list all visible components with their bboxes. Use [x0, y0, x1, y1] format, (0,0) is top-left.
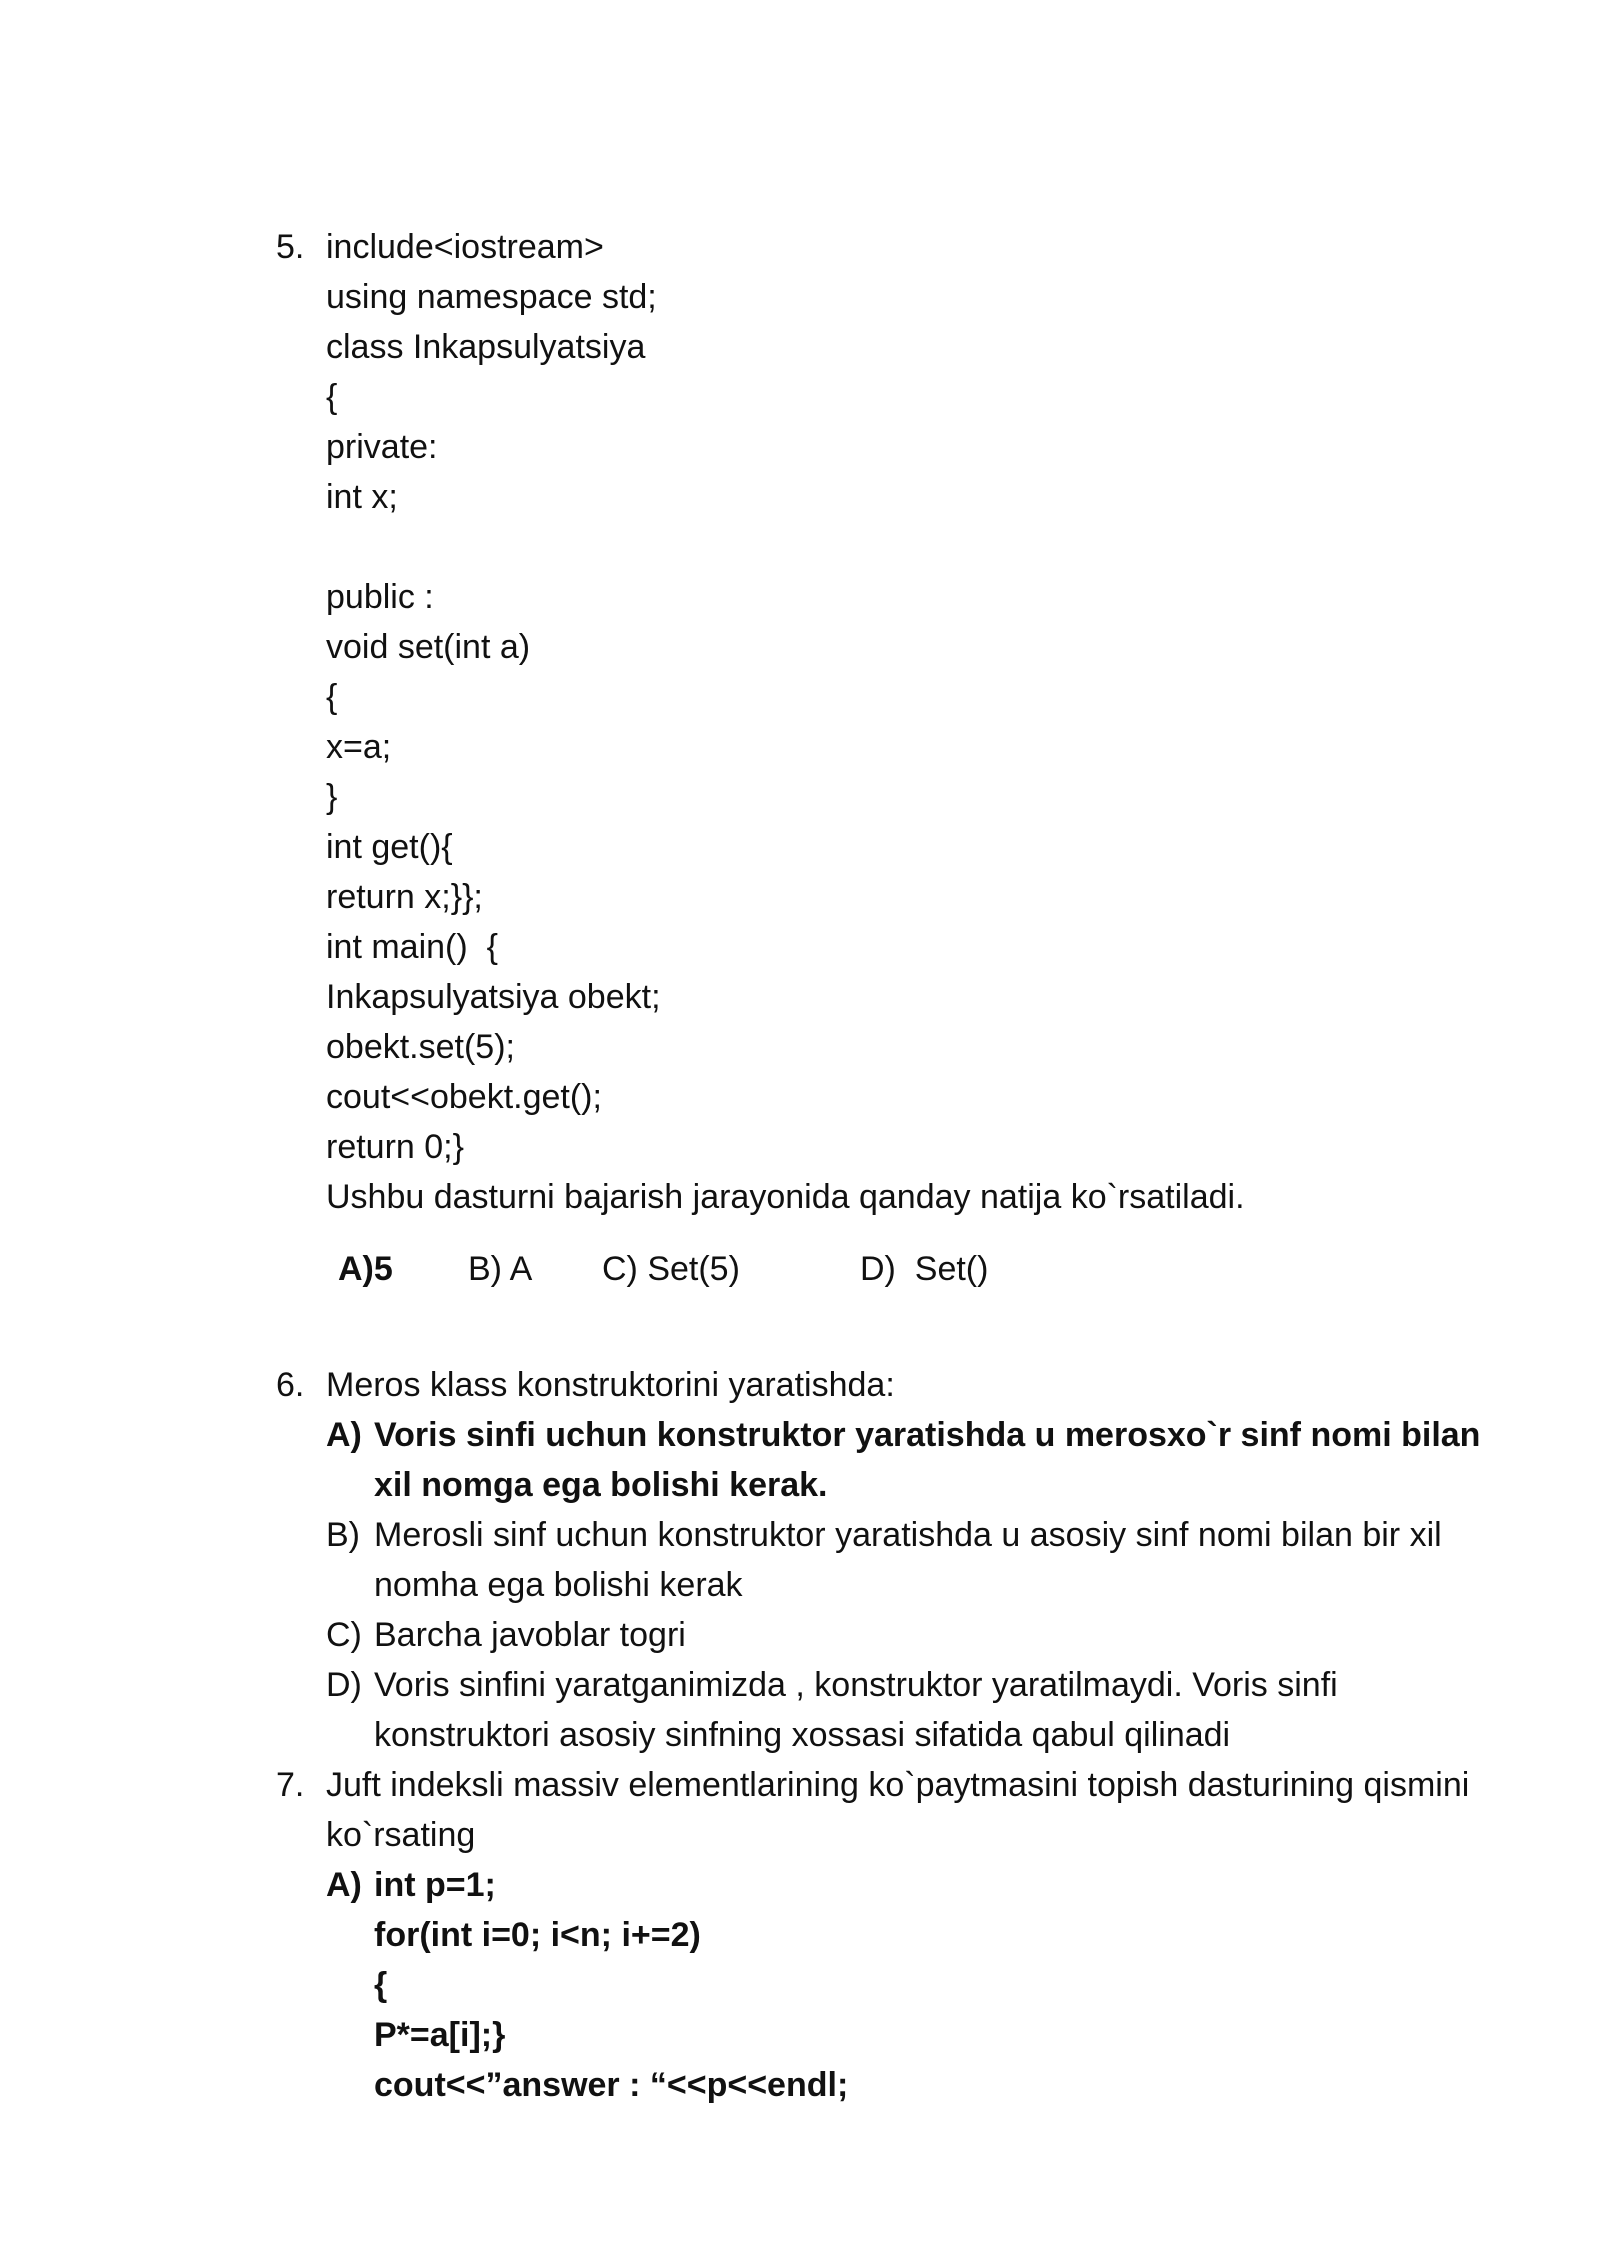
option-text: Voris sinfini yaratganimizda , konstruktor yaratilmaydi. Voris sinfi konstruktori asosiy sinfning xossasi sifatida qabul qilinadi: [374, 1666, 1338, 1754]
option-a: [326, 1410, 1506, 1510]
option-d: [326, 1660, 1506, 1760]
answer-b: B) A: [468, 1250, 533, 1288]
code-line: {: [326, 378, 338, 416]
option-a: [326, 1860, 1506, 2110]
option-text: Barcha javoblar togri: [374, 1616, 686, 1654]
code-line: return 0;}: [326, 1128, 464, 1166]
code-line: for(int i=0; i<n; i+=2): [374, 1916, 701, 1954]
code-line: [326, 522, 1506, 572]
option-letter: B): [326, 1516, 360, 1554]
question-number: 5.: [276, 228, 305, 266]
option-b: [326, 1510, 1506, 1610]
question-7-body: [326, 1760, 1506, 2110]
code-line: cout<<obekt.get();: [326, 1078, 602, 1116]
code-line: {: [374, 1966, 388, 2004]
code-line: using namespace std;: [326, 278, 657, 316]
option-text: Voris sinfi uchun konstruktor yaratishda u merosxo`r sinf nomi bilan xil nomga ega bolishi kerak.: [374, 1416, 1481, 1504]
code-line: cout<<”answer : “<<p<<endl;: [374, 2066, 849, 2104]
option-letter: C): [326, 1616, 362, 1654]
code-line: private:: [326, 428, 438, 466]
code-line: void set(int a): [326, 628, 531, 666]
code-line: obekt.set(5);: [326, 1028, 515, 1066]
question-text: Ushbu dasturni bajarish jarayonida qanday natija ko`rsatiladi.: [326, 1178, 1245, 1216]
option-letter: A): [326, 1416, 362, 1454]
question-6-body: [326, 1360, 1506, 1760]
answer-d: D) Set(): [860, 1250, 989, 1288]
code-line: include<iostream>: [326, 228, 604, 266]
code-line: int x;: [326, 478, 398, 516]
question-text: Juft indeksli massiv elementlarining ko`paytmasini topish dasturining qismini ko`rsating: [326, 1766, 1470, 1854]
option-code: [374, 1860, 1506, 2110]
question-number: 6.: [276, 1366, 305, 1404]
answer-a: A)5: [338, 1250, 393, 1288]
option-letter: D): [326, 1666, 362, 1704]
question-number: 7.: [276, 1766, 305, 1804]
code-line: return x;}};: [326, 878, 483, 916]
answer-c: C) Set(5): [602, 1250, 740, 1288]
code-line: {: [326, 678, 338, 716]
code-line: }: [326, 778, 338, 816]
option-text: Merosli sinf uchun konstruktor yaratishda u asosiy sinf nomi bilan bir xil nomha ega bolishi kerak: [374, 1516, 1442, 1604]
code-line: x=a;: [326, 728, 392, 766]
code-line: class Inkapsulyatsiya: [326, 328, 646, 366]
code-line: Inkapsulyatsiya obekt;: [326, 978, 661, 1016]
code-line: int get(){: [326, 828, 453, 866]
question-text: Meros klass konstruktorini yaratishda:: [326, 1366, 895, 1404]
code-line: int p=1;: [374, 1866, 496, 1904]
code-line: public :: [326, 578, 434, 616]
option-c: [326, 1610, 1506, 1660]
code-line: P*=a[i];}: [374, 2016, 506, 2054]
question-5-body: [326, 222, 1506, 1294]
code-line: int main() {: [326, 928, 498, 966]
option-letter: A): [326, 1866, 362, 1904]
answer-options-row: [326, 1244, 1506, 1294]
